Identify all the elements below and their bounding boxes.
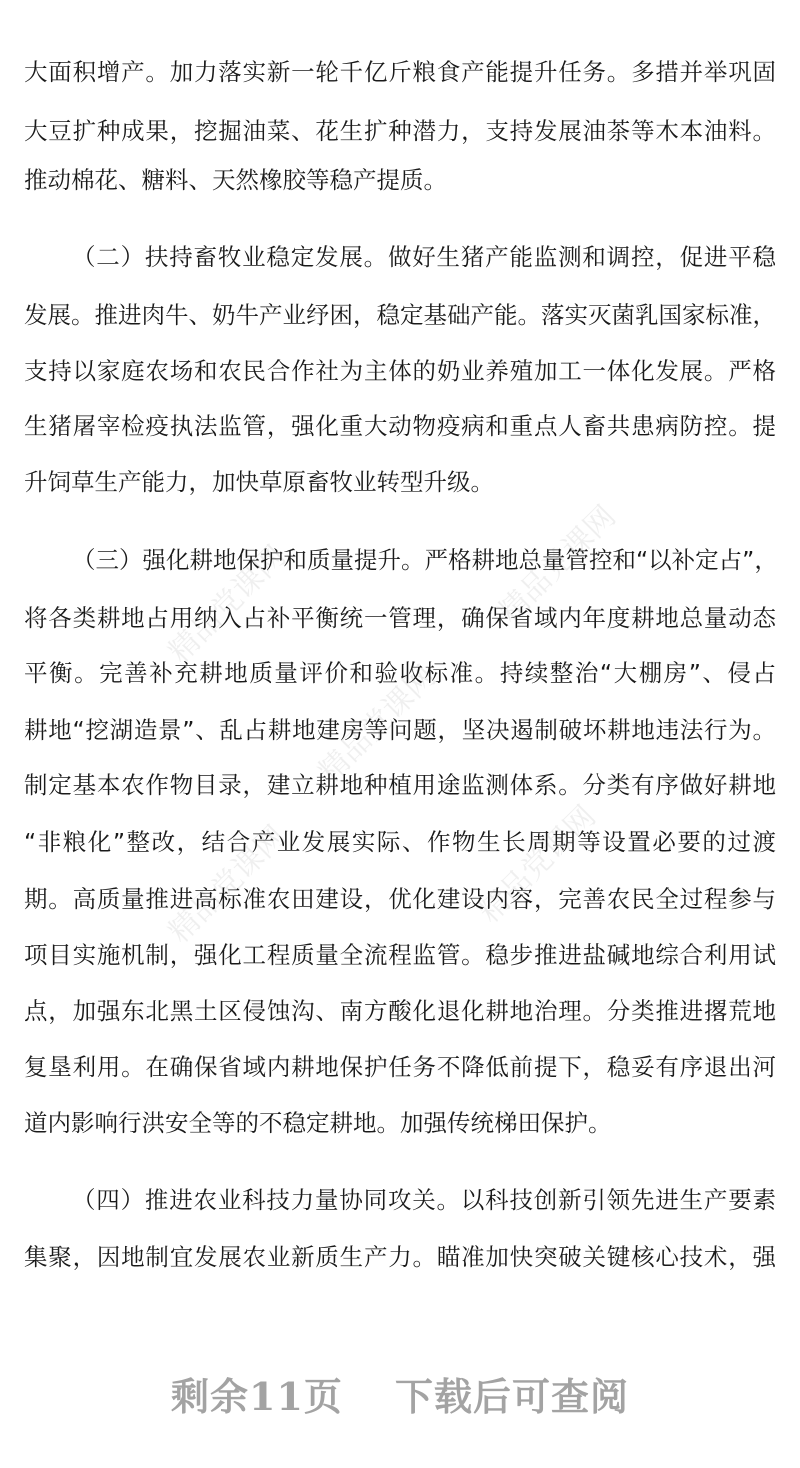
paragraph-line: 平衡。完善补充耕地质量评价和验收标准。持续整治“大棚房”、侵占 [24, 659, 776, 687]
watermark: 精品党课网 [472, 799, 603, 930]
remaining-pages-label: 剩余11页 [171, 1374, 343, 1419]
paragraph-line: （三）强化耕地保护和质量提升。严格耕地总量管控和“以补定占”， [72, 546, 778, 574]
paragraph-line: 将各类耕地占用纳入占补平衡统一管理，确保省域内年度耕地总量动态 [24, 604, 776, 632]
paragraph-line: 项目实施机制，强化工程质量全流程监管。稳步推进盐碱地综合利用试 [24, 941, 776, 969]
paragraph-line: 期。高质量推进高标准农田建设，优化建设内容，完善农民全过程参与 [24, 885, 776, 913]
watermark: 精品党课网 [492, 499, 623, 630]
download-prompt-banner[interactable] [0, 1366, 800, 1421]
paragraph-line: 制定基本农作物目录，建立耕地种植用途监测体系。分类有序做好耕地 [24, 771, 776, 799]
watermark: 精品党课网 [162, 539, 293, 670]
paragraph-line: （二）扶持畜牧业稳定发展。做好生猪产能监测和调控，促进平稳 [72, 243, 776, 271]
paragraph-line: 集聚，因地制宜发展农业新质生产力。瞄准加快突破关键核心技术，强 [24, 1243, 776, 1271]
paragraph-line: 发展。推进肉牛、奶牛产业纾困，稳定基础产能。落实灭菌乳国家标准， [24, 301, 776, 329]
paragraph-line: 支持以家庭农场和农民合作社为主体的奶业养殖加工一体化发展。严格 [24, 357, 776, 385]
paragraph-line: 复垦利用。在确保省域内耕地保护任务不降低前提下，稳妥有序退出河 [24, 1053, 776, 1081]
paragraph-line: 点，加强东北黑土区侵蚀沟、南方酸化退化耕地治理。分类推进撂荒地 [24, 997, 776, 1025]
paragraph-line: 推动棉花、糖料、天然橡胶等稳产提质。 [24, 166, 447, 194]
paragraph-line: 耕地“挖湖造景”、乱占耕地建房等问题，坚决遏制破坏耕地违法行为。 [24, 716, 776, 744]
paragraph-line: 大面积增产。加力落实新一轮千亿斤粮食产能提升任务。多措并举巩固 [24, 58, 776, 86]
paragraph-line: 生猪屠宰检疫执法监管，强化重大动物疫病和重点人畜共患病防控。提 [24, 412, 776, 440]
paragraph-line: 大豆扩种成果，挖掘油菜、花生扩种潜力，支持发展油茶等木本油料。 [24, 117, 776, 145]
watermark: 精品党课网 [312, 659, 443, 790]
watermark: 精品党课网 [162, 819, 293, 950]
paragraph-line: “非粮化”整改，结合产业发展实际、作物生长周期等设置必要的过渡 [24, 828, 776, 856]
paragraph-line: 升饲草生产能力，加快草原畜牧业转型升级。 [24, 468, 494, 496]
paragraph-line: 道内影响行洪安全等的不稳定耕地。加强传统梯田保护。 [24, 1109, 612, 1137]
download-to-view-label[interactable]: 下载后可查阅 [394, 1374, 629, 1419]
paragraph-line: （四）推进农业科技力量协同攻关。以科技创新引领先进生产要素 [72, 1186, 776, 1214]
